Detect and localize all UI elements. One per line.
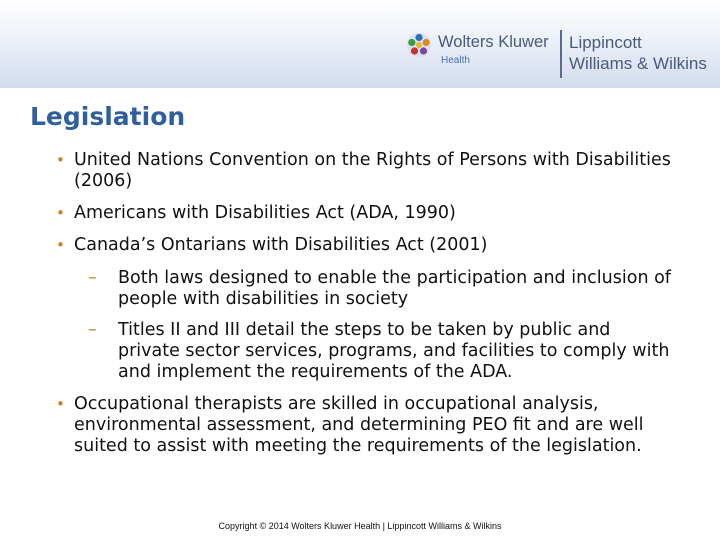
dash-marker: – bbox=[88, 268, 97, 288]
bullet-marker: • bbox=[56, 204, 65, 222]
sub-bullet-text: Titles II and III detail the steps to be taken by public and private sector services, programs, and facilities to comply with and implement the requirements of the ADA. bbox=[118, 320, 670, 382]
sub-bullet-text: Both laws designed to enable the participation and inclusion of people with disabilities in society bbox=[118, 268, 671, 309]
bullet-marker: • bbox=[56, 395, 65, 413]
slide-content bbox=[52, 150, 672, 457]
bullet-marker: • bbox=[56, 236, 65, 254]
sub-bullet-item bbox=[52, 320, 672, 383]
imprint-line2: Williams & Wilkins bbox=[569, 54, 707, 73]
dash-marker: – bbox=[88, 320, 97, 340]
bullet-marker: • bbox=[56, 151, 65, 169]
bullet-item bbox=[52, 203, 672, 224]
header-band bbox=[0, 0, 720, 88]
bullet-item bbox=[52, 394, 672, 457]
bullet-text: Americans with Disabilities Act (ADA, 1990) bbox=[74, 203, 456, 223]
division-name: Health bbox=[441, 55, 470, 66]
bullet-item bbox=[52, 150, 672, 192]
imprint-line1: Lippincott bbox=[569, 33, 642, 52]
bullet-text: United Nations Convention on the Rights of Persons with Disabilities (2006) bbox=[74, 150, 671, 191]
slide-title: Legislation bbox=[30, 102, 186, 131]
bullet-text: Canada’s Ontarians with Disabilities Act (2001) bbox=[74, 235, 488, 255]
publisher-name: Wolters Kluwer bbox=[438, 33, 549, 51]
bullet-item bbox=[52, 235, 672, 256]
copyright-footer: Copyright © 2014 Wolters Kluwer Health | Lippincott Williams & Wilkins bbox=[218, 521, 502, 531]
logo-divider bbox=[560, 30, 562, 78]
sub-bullet-item bbox=[52, 268, 672, 310]
bullet-text: Occupational therapists are skilled in occupational analysis, environmental assessment, and determining PEO fit and are well suited to assist with meeting the requirements of the legislation. bbox=[74, 394, 644, 456]
wolters-kluwer-logo-icon bbox=[406, 32, 432, 58]
